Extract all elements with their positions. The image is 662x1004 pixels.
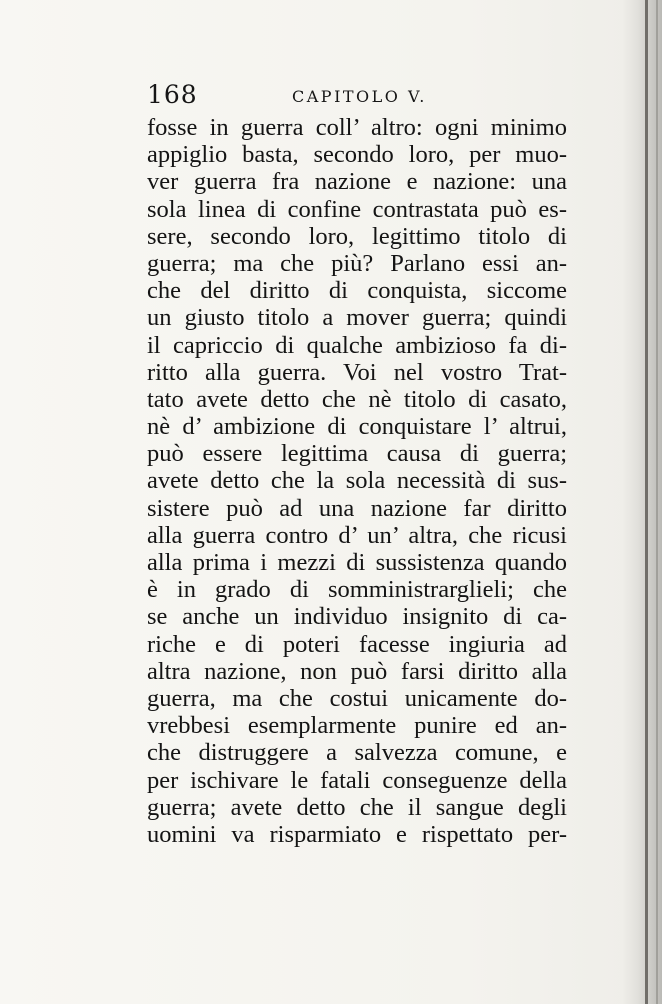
text-line: vrebbesi esemplarmente punire ed an- [147,712,567,740]
text-line: il capriccio di qualche ambizioso fa di- [147,331,567,359]
chapter-title: CAPITOLO V. [292,87,427,106]
text-line: guerra, ma che costui unicamente do- [147,684,567,712]
text-line: alla guerra contro d’ un’ altra, che ricusi [147,521,567,549]
text-line: è in grado di somministrarglieli; che [147,576,567,604]
text-line: che del diritto di conquista, siccome [147,277,567,305]
text-line: avete detto che la sola necessità di sus- [147,467,567,495]
text-line: uomini va risparmiato e rispettato per- [147,820,567,848]
text-line: tato avete detto che nè titolo di casato, [147,385,567,413]
text-line: riche e di poteri facesse ingiuria ad [147,630,567,658]
text-line: guerra; ma che più? Parlano essi an- [147,249,567,277]
text-line: un giusto titolo a mover guerra; quindi [147,304,567,332]
body-text [147,114,567,848]
text-line: se anche un individuo insignito di ca- [147,603,567,631]
text-line: sistere può ad una nazione far diritto [147,494,567,522]
page-number: 168 [147,80,198,109]
text-line: per ischivare le fatali conseguenze della [147,766,567,794]
text-line: sola linea di confine contrastata può es- [147,195,567,223]
text-line: che distruggere a salvezza comune, e [147,739,567,767]
text-line: fosse in guerra coll’ altro: ogni minimo [147,114,567,141]
text-line: può essere legittima causa di guerra; [147,440,567,468]
running-header [147,80,567,112]
page-edge-line [645,0,648,1004]
text-line: appiglio basta, secondo loro, per muo- [147,141,567,169]
text-line: ver guerra fra nazione e nazione: una [147,168,567,196]
text-line: ritto alla guerra. Voi nel vostro Trat- [147,358,567,386]
text-line: nè d’ ambizione di conquistare l’ altrui, [147,413,567,441]
text-line: sere, secondo loro, legittimo titolo di [147,222,567,250]
text-line: alla prima i mezzi di sussistenza quando [147,549,567,576]
page-edge-line-outer [656,0,658,1004]
text-line: altra nazione, non può farsi diritto alla [147,657,567,685]
text-line: guerra; avete detto che il sangue degli [147,793,567,821]
